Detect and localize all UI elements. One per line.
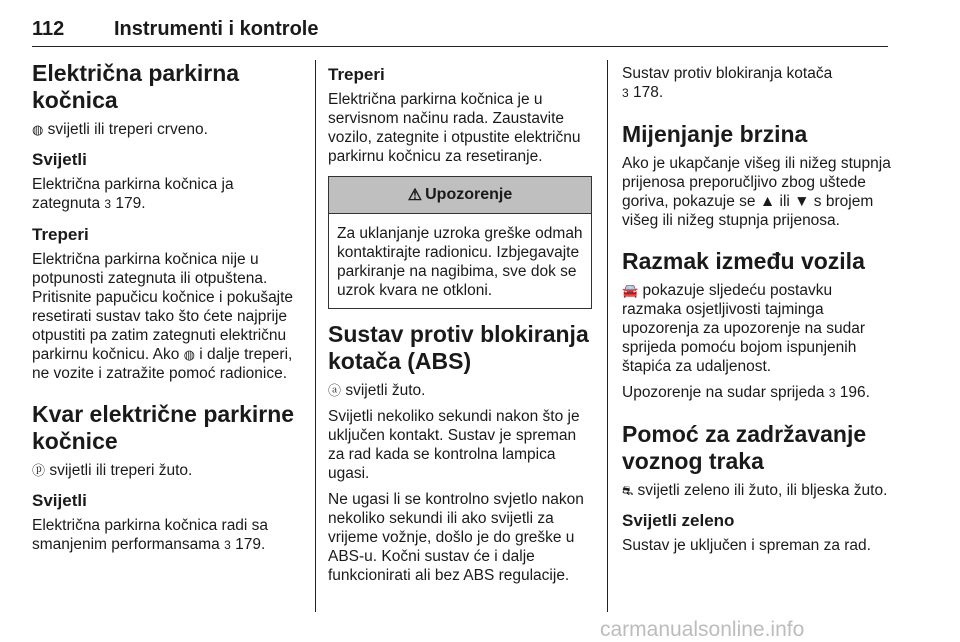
lit-text: Električna parkirna kočnica ja zategnuta 3 179.: [32, 176, 234, 212]
section-title-parking-brake: Električna parkirna kočnica: [32, 60, 240, 113]
page-number: 112: [32, 18, 65, 40]
warning-header: ⚠ Upozorenje: [329, 177, 591, 214]
section-title-lane-keep: Pomoć za zadržavanje voznog traka: [622, 421, 867, 474]
abs-icon: ⓐ: [328, 383, 342, 398]
service-mode-text: Električna parkirna kočnica je u servisnom načinu rada. Zaustavite vozilo, zategnite i otpustite električnu parkirnu kočnicu za resetiranje.: [328, 91, 581, 165]
subhead-flashing-service: Treperi: [328, 65, 385, 84]
lane-keep-intro: ⛐ svijetli zeleno ili žuto, ili bljeska žuto.: [622, 482, 888, 499]
parking-brake-icon: ◍: [32, 122, 44, 137]
brake-fault-icon: ⓟ: [32, 463, 46, 478]
abs-intro: ⓐ svijetli žuto.: [328, 382, 426, 399]
chapter-title: Instrumenti i kontrole: [114, 18, 319, 40]
reference-arrow-icon: 3: [622, 86, 629, 100]
parking-brake-icon: ◍: [183, 347, 195, 362]
subhead-lit-2: Svijetli: [32, 491, 87, 510]
flashing-text: Električna parkirna kočnica nije u potpunosti zategnuta ili otpuštena. Pritisnite papučicu kočnice i pokušajte resetirati sustav tako što ćete najprije otpustiti pa zatim zategnuti električnu parkirnu kočnicu. Ako ◍ i dalje treperi, ne vozite i zatražite pomoć radionice.: [32, 251, 294, 382]
reference-arrow-icon: 3: [104, 197, 112, 211]
subhead-lit: Svijetli: [32, 150, 87, 169]
lit-green-text: Sustav je uključen i spreman za rad.: [622, 537, 871, 554]
parking-brake-intro: ◍ svijetli ili treperi crveno.: [32, 121, 208, 138]
lit-text-2: Električna parkirna kočnica radi sa smanjenim performansama 3 179.: [32, 517, 269, 553]
warning-text: Za uklanjanje uzroka greške odmah kontaktirajte radionicu. Izbjegavajte parkiranje na nagibima, sve dok se uzrok kvara ne otkloni.: [337, 225, 583, 299]
brake-fault-intro: ⓟ svijetli ili treperi žuto.: [32, 462, 193, 479]
lane-keep-icon: ⛐: [622, 483, 634, 498]
warning-triangle-icon: ⚠: [407, 187, 423, 204]
column-3: [622, 60, 892, 562]
warning-body: [329, 214, 591, 308]
section-title-abs: Sustav protiv blokiranja kotača (ABS): [328, 321, 589, 374]
column-1: [32, 60, 304, 562]
watermark: carmanualsonline.info: [600, 618, 805, 641]
following-distance-text: 🚘 pokazuje sljedeću postavku razmaka osjetljivosti tajminga upozorenja za upozorenje na sudar sprijeda pomoću bojom ispunjenih štapića za udaljenost.: [622, 282, 866, 375]
reference-arrow-icon: 3: [224, 538, 231, 552]
section-title-following-distance: Razmak između vozila: [622, 248, 865, 274]
column-divider-2: [607, 60, 608, 612]
abs-reference: Sustav protiv blokiranja kotača 3 178.: [622, 65, 833, 101]
subhead-lit-green: Svijetli zeleno: [622, 511, 735, 530]
reference-arrow-icon: 3: [828, 386, 836, 400]
section-title-gear-shift: Mijenjanje brzina: [622, 121, 808, 147]
abs-text-2: Ne ugasi li se kontrolno svjetlo nakon nekoliko sekundi ili ako svijetli za vrijeme vožnje, došlo je do greške u ABS-u. Kočni sustav će i dalje funkcionirati ali bez ABS regulacije.: [328, 491, 584, 584]
section-title-brake-fault: Kvar električne parkirne kočnice: [32, 401, 295, 454]
column-divider-1: [315, 60, 316, 612]
forward-collision-reference: Upozorenje na sudar sprijeda 3 196.: [622, 384, 870, 401]
column-2: [328, 60, 592, 592]
warning-box: [328, 176, 592, 309]
gear-shift-text: Ako je ukapčanje višeg ili nižeg stupnja prijenosa preporučljivo zbog uštede goriva, pokazuje se ▲ ili ▼ s brojem višeg ili nižeg stupnja prijenosa.: [622, 155, 891, 229]
page-header: [32, 8, 888, 47]
vehicle-distance-icon: 🚘: [622, 283, 639, 298]
subhead-flashing: Treperi: [32, 225, 89, 244]
abs-text-1: Svijetli nekoliko sekundi nakon što je uključen kontakt. Sustav je spreman za rad kada se kontrolna lampica ugasi.: [328, 408, 580, 482]
